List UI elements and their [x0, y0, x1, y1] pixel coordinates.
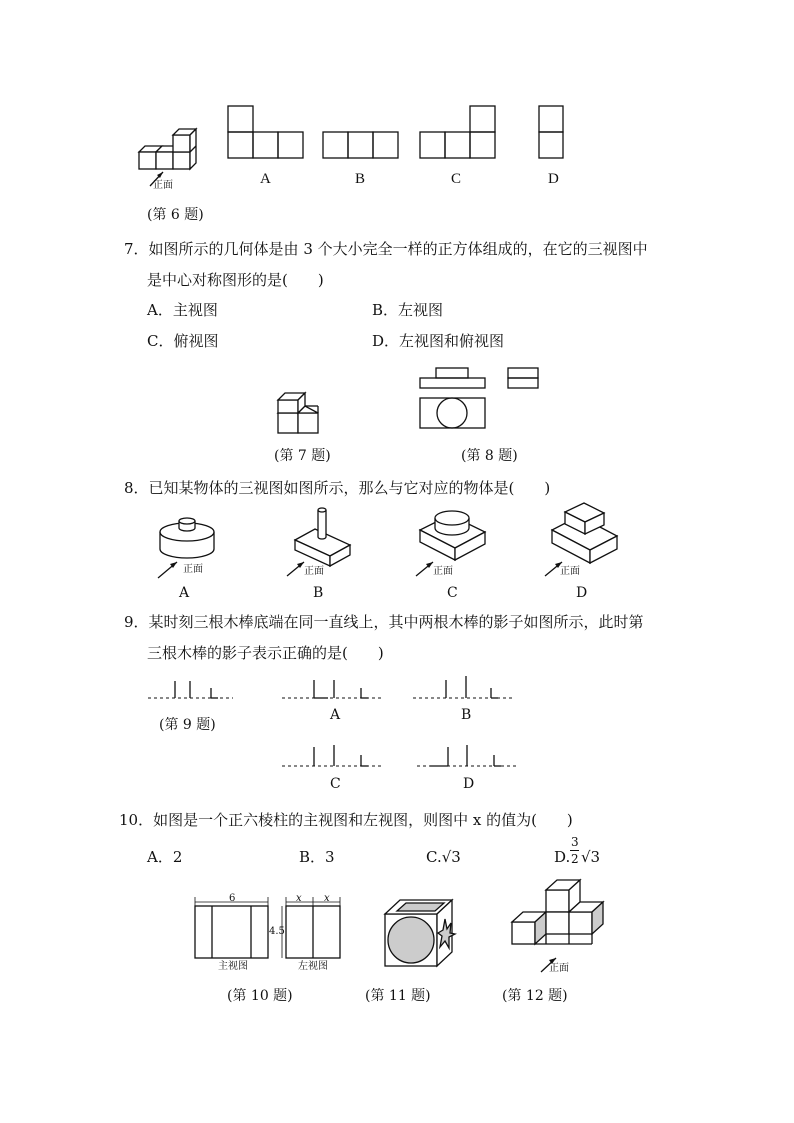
q8-option-d: D: [576, 585, 588, 601]
q6-option-d: D: [548, 171, 559, 187]
q10-option-d-numerator: 3: [571, 835, 579, 849]
q10-dim-x2: x: [324, 893, 330, 904]
q10-caption: (第 10 题): [227, 988, 293, 1004]
q9-stem-line1: 9．某时刻三根木棒底端在同一直线上，其中两根木棒的影子如图所示，此时第: [124, 613, 644, 631]
q10-option-d-root: √3: [581, 848, 601, 866]
q9-stem-line2: 三根木棒的影子表示正确的是( ): [147, 644, 384, 662]
q10-option-d-denominator: 2: [571, 852, 579, 866]
q6-option-c: C: [451, 171, 462, 187]
q10-option-d-prefix: D.: [554, 848, 571, 866]
q7-option-a: A．主视图: [147, 301, 218, 319]
q9-option-d: D: [463, 776, 475, 792]
q10-main-view-label: 主视图: [218, 961, 248, 972]
q12-front-label: 正面: [549, 963, 569, 974]
q8-option-a: A: [179, 585, 190, 601]
q8-front-label-a: 正面: [183, 564, 203, 575]
q10-option-b: B．3: [299, 848, 335, 866]
q6-front-label: 正面: [153, 180, 173, 191]
q9-option-c: C: [330, 776, 341, 792]
q7-stem-line1: 7．如图所示的几何体是由 3 个大小完全一样的正方体组成的，在它的三视图中: [124, 240, 648, 258]
q7-option-c: C．俯视图: [147, 332, 219, 350]
q8-front-label-b: 正面: [304, 566, 324, 577]
q12-caption: (第 12 题): [502, 988, 568, 1004]
q6-option-b: B: [355, 171, 366, 187]
q10-dim-width: 6: [229, 893, 236, 904]
q8-option-c: C: [447, 585, 458, 601]
q7-option-d: D．左视图和俯视图: [372, 332, 505, 350]
q10-main-view: [195, 897, 268, 958]
q11-cube: [385, 900, 455, 966]
q9-option-b: B: [461, 707, 472, 723]
q8-front-label-d: 正面: [560, 566, 580, 577]
q6-option-a: A: [260, 171, 271, 187]
q12-solid: [512, 880, 603, 972]
q8-stem: 8．已知某物体的三视图如图所示，那么与它对应的物体是( ): [124, 479, 551, 497]
q10-dim-height: 4.5: [269, 926, 285, 937]
q10-option-c: C.√3: [426, 848, 461, 866]
q7-caption: (第 7 题): [274, 448, 331, 464]
q7-stem-line2: 是中心对称图形的是( ): [147, 271, 324, 289]
q8-caption: (第 8 题): [461, 448, 518, 464]
q7-option-b: B．左视图: [372, 301, 444, 319]
q10-stem: 10．如图是一个正六棱柱的主视图和左视图，则图中 x 的值为( ): [119, 811, 573, 829]
q10-left-view-label: 左视图: [298, 961, 328, 972]
q10-option-a: A．2: [147, 848, 183, 866]
q9-caption: (第 9 题): [159, 717, 216, 733]
q6-caption: (第 6 题): [147, 207, 204, 223]
q8-option-b: B: [313, 585, 324, 601]
q8-front-label-c: 正面: [433, 566, 453, 577]
q11-caption: (第 11 题): [365, 988, 431, 1004]
q10-left-view: [282, 897, 340, 958]
q10-dim-x1: x: [296, 893, 302, 904]
q9-option-a: A: [330, 707, 341, 723]
